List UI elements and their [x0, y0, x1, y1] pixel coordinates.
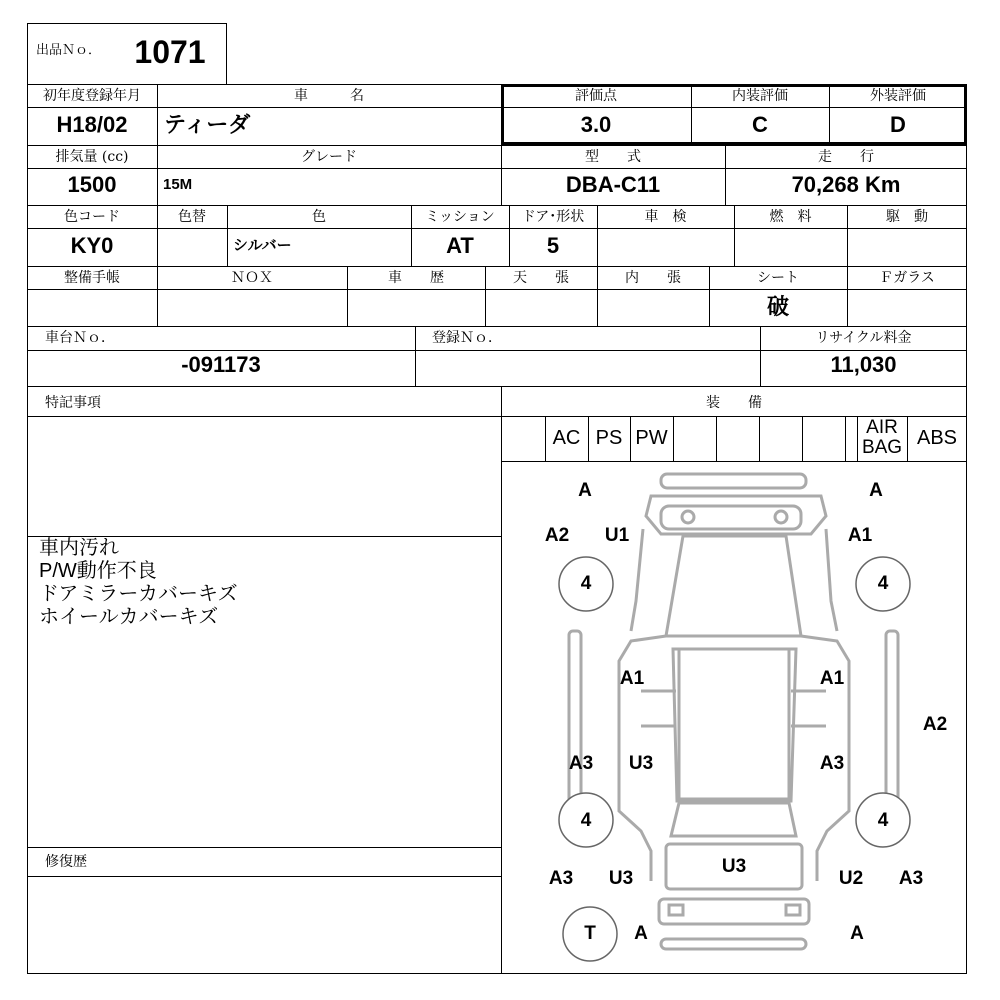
mark-right-front-door: A1	[819, 668, 845, 689]
mileage-value: 70,268 Km	[791, 172, 901, 197]
car-name-value: ティーダ	[164, 112, 251, 137]
displacement-label: 排気量 (cc)	[55, 149, 129, 165]
note-line: 車内汚れ	[39, 537, 119, 559]
drive-label: 駆 動	[886, 209, 928, 225]
mark-rear-left: A	[634, 923, 648, 944]
equipment-airbag: AIR BAG	[861, 417, 903, 458]
mark-rear-right-glass: U2	[838, 868, 864, 889]
equipment-ps: PS	[595, 427, 623, 449]
chassis-label: 車台Ｎｏ．	[45, 330, 115, 346]
mark-tire-rr: 4	[877, 810, 889, 831]
model-label: 型 式	[585, 149, 641, 165]
grade-value: 15M	[163, 176, 193, 193]
color-code-label: 色コード	[64, 209, 120, 225]
equipment-abs: ABS	[916, 427, 958, 449]
equipment-label: 装 備	[706, 395, 762, 411]
color-label: 色	[312, 209, 326, 225]
door-value: 5	[546, 233, 560, 258]
mark-rear-right-fender: A3	[898, 868, 924, 889]
chassis-value: -091173	[181, 352, 261, 377]
interior-label: 内装評価	[732, 88, 788, 104]
front-glass-label: Ｆガラス	[879, 270, 935, 286]
transmission-label: ミッション	[425, 209, 495, 225]
special-notes-label: 特記事項	[45, 395, 101, 411]
door-label: ドア･形状	[521, 209, 585, 225]
fuel-label: 燃 料	[769, 209, 812, 225]
mark-left-rear-door: A3	[568, 753, 594, 774]
inner-lining-label: 内 張	[625, 270, 681, 286]
interior-value: C	[752, 112, 768, 137]
mark-tire-rl: 4	[580, 810, 592, 831]
model-value: DBA-C11	[565, 172, 661, 197]
inspection-label: 車 検	[644, 209, 687, 225]
roof-lining-label: 天 張	[513, 270, 569, 286]
recycle-label: リサイクル料金	[815, 330, 912, 346]
mark-rear-right: A	[850, 923, 864, 944]
first-registration-value: H18/02	[56, 112, 128, 137]
mark-rear-left-fender: A3	[548, 868, 574, 889]
mark-left-front-door: A1	[619, 668, 645, 689]
equipment-ac: AC	[552, 427, 581, 449]
color-change-label: 色替	[178, 209, 206, 225]
mark-front-left: A	[578, 480, 592, 501]
score-label: 評価点	[575, 88, 617, 104]
color-value: シルバー	[233, 237, 292, 254]
mark-roof: U3	[628, 753, 654, 774]
note-line: ドアミラーカバーキズ	[39, 583, 238, 605]
color-code-value: KY0	[70, 233, 114, 258]
lot-number-label: 出品Ｎｏ．	[36, 43, 102, 58]
mark-right-side: A2	[922, 714, 948, 735]
repair-history-label: 修復歴	[45, 854, 87, 870]
mileage-label: 走 行	[818, 149, 874, 165]
mark-windshield-left: U1	[604, 525, 630, 546]
mark-rear-left-glass: U3	[608, 868, 634, 889]
grade-label: グレード	[301, 149, 357, 165]
seat-label: シート	[757, 270, 799, 286]
mark-right-rear-door: A3	[819, 753, 845, 774]
registration-label: 登録Ｎｏ．	[432, 330, 502, 346]
maintenance-label: 整備手帳	[64, 270, 120, 286]
transmission-value: AT	[446, 233, 474, 258]
nox-label: ＮＯＸ	[231, 270, 273, 286]
score-value: 3.0	[580, 112, 612, 137]
recycle-value: 11,030	[830, 352, 897, 377]
mark-spare-tire: T	[584, 923, 596, 944]
mark-front-right: A	[869, 480, 883, 501]
lot-number: 1071	[134, 34, 206, 70]
note-line: P/W動作不良	[39, 560, 157, 582]
car-name-label: 車 名	[294, 88, 364, 104]
history-label: 車 歴	[388, 270, 444, 286]
mark-tire-fl: 4	[580, 573, 592, 594]
first-registration-label: 初年度登録年月	[43, 88, 141, 104]
special-notes	[39, 537, 238, 629]
mark-right-front-fender: A1	[847, 525, 873, 546]
seat-value: 破	[766, 294, 789, 319]
displacement-value: 1500	[67, 172, 117, 197]
mark-left-front-fender: A2	[544, 525, 570, 546]
mark-tire-fr: 4	[877, 573, 889, 594]
exterior-value: D	[890, 112, 906, 137]
equipment-pw: PW	[635, 427, 668, 449]
exterior-label: 外装評価	[870, 88, 926, 104]
mark-trunk: U3	[721, 856, 747, 877]
note-line: ホイールカバーキズ	[39, 606, 219, 628]
